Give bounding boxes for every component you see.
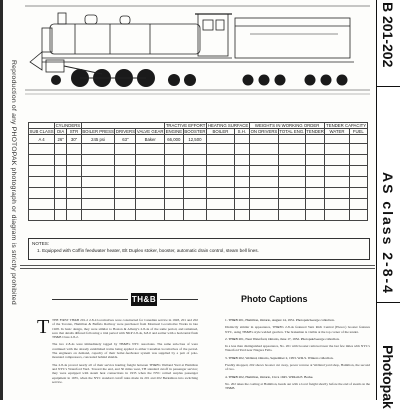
scan-edge — [0, 0, 3, 400]
table-cell: 30" — [67, 135, 81, 144]
table-row — [29, 155, 368, 166]
thb-logo: TH&B — [131, 295, 157, 304]
table-cell: A 4 — [29, 135, 55, 144]
notes-line-1: 1. Equipped with Coffin feedwater heater, Elt Duplex stoker, booster, automatic drain control, steam bell lines. — [37, 248, 259, 253]
table-cell — [278, 135, 305, 144]
table-row — [29, 144, 368, 155]
column-header: STR — [67, 129, 81, 135]
captions-column — [225, 318, 370, 394]
table-cell: 26" — [55, 135, 67, 144]
divider — [20, 265, 375, 266]
table-row — [29, 135, 368, 144]
group-header-cylinders: CYLINDERS — [55, 123, 81, 128]
table-row — [29, 210, 368, 221]
table-cell — [349, 135, 367, 144]
caption-heading: 1. TH&B 201, Hamilton, Ontario, August 14, 1951. Photopak/George collection. — [225, 318, 335, 322]
column-header: VALVE GEAR — [136, 129, 164, 134]
column-header: DRIVERS — [115, 129, 135, 134]
locomotive-class: AS class 2-8-4 — [380, 172, 396, 295]
table-cell: 66,000 — [165, 135, 184, 144]
divider — [20, 268, 375, 269]
photo-captions-title: Photo Captions — [241, 294, 308, 304]
table-cell — [325, 135, 349, 144]
column-header: DIA — [55, 129, 67, 135]
paragraph: THE FIRST TH&B 201-2 2-8-4 locomotives were constructed for Canadian service in 1928, 201 and 202 of the Toronto, Hamilton & Buffalo Railway were purchased from Montreal Locomotive Works in late 1928. In basic design, they were similar to Boston & Albany's 2-8-4s of the same period, and remained, save that details differed following a trial period with NKP 2-8-4s, 6-8-0 and earlier with a horizontal flash TH&B Class 2-8-2. — [52, 318, 198, 340]
specification-table — [28, 122, 368, 221]
notes-box — [28, 238, 370, 260]
group-header-tender-capacity: TENDER CAPACITY — [326, 123, 367, 128]
reproduction-notice: Reproduction of any PHOTOPAK photograph or diagram is strictly prohibited — [10, 60, 17, 305]
column-header: BOILER — [207, 129, 235, 135]
table-cell: 63" — [115, 135, 136, 144]
strip-divider — [376, 302, 400, 303]
paragraph: The two 2-8-4s were immediately tagged by TH&B's NYC associates. The same sub-class of were continued with the already established trains being applied to either Canadian locomotives of the period. The engineers on demand, capacity of their boiler-feedwater system was supplied by a pair of pole-mounted compressors, concealed behind shields. — [52, 342, 198, 360]
table-cell: Baker — [136, 135, 165, 144]
group-header-weights: WEIGHTS IN WORKING ORDER — [250, 123, 325, 129]
table-group-header-row — [29, 123, 368, 129]
column-header: TOTAL ENG. — [279, 129, 305, 134]
table-cell — [250, 135, 279, 144]
caption-text: Freshly shopped, 202 shows booster cut away, power reverse at Welland yard shop, Hamilton, the second of two. — [225, 363, 370, 372]
caption-heading: 3. TH&B 202, Welland, Ontario, September 2, 1953. W.R.S. Winters collection. — [225, 355, 334, 360]
sheet-code: B 201-202 — [380, 2, 396, 68]
table-cell — [207, 135, 235, 144]
table-cell: 245 psi — [81, 135, 115, 144]
photopak-brand: Photopak — [380, 345, 396, 409]
table-row — [29, 188, 368, 199]
divider — [160, 299, 198, 300]
group-header-heating-surface: HEATING SURFACE — [207, 123, 249, 128]
paragraph: The 2-8-4s proved nearly all of their service hauling freight between TH&B's Welland Yard at Hamilton and NYC's Waterford Yard. Toward the end, and 30 miles west, TH standard cutoff in passenger service; they were equipped with steam heat connections in 1935 when the NYC retired surplus passenger equipment in 1935, when the NYC standard cutoff rules made its 201 and 202 Berkshires into switching service. — [52, 362, 198, 384]
drop-cap: T — [37, 316, 50, 338]
group-header-tractive-effort: TRACTIVE EFFORT — [165, 123, 206, 128]
column-header: SUB CLASS — [29, 129, 54, 134]
divider — [52, 299, 128, 300]
caption-text: In a less than distinguished appearance, No. 201 with booster removed near the last few miles with NYC's Waterford Yard near Niagara Falls. — [225, 344, 370, 353]
notes-heading: NOTES: — [32, 241, 50, 246]
caption-text: No. 202 takes the coaling at Hamilton, heads out with a local freight shortly before the end of steam on the TH&B. — [225, 381, 370, 391]
history-text-column — [52, 318, 198, 387]
table-cell — [234, 135, 249, 144]
strip-divider — [376, 86, 400, 87]
caption-heading: 2. TH&B 201, Near Waterford, Ontario, June 17, 1952. Photopak/George collection. — [225, 336, 340, 341]
column-header: ON DRIVERS — [250, 129, 278, 134]
locomotive-diagram — [20, 0, 375, 96]
caption-text: Distinctly similar in appearance, TH&B's 2-8-4s featured Vern Rich Central (Elesco) booster features NYC, using TH&B's style welded gearbox. The brakeman is visible at the top corner of the tender. — [225, 325, 370, 334]
column-header: BOOSTER — [184, 129, 206, 134]
column-header: BOILER PRESS — [82, 129, 114, 134]
column-header: TENDER — [306, 129, 324, 134]
table-cell: 12,500 — [183, 135, 206, 144]
column-header: S.H. — [234, 129, 249, 135]
caption-heading: 4. TH&B 202, Hamilton, Ontario, Circa 1945. William E. Borke. — [225, 374, 314, 379]
column-header: WATER — [325, 129, 349, 135]
table-row — [29, 199, 368, 210]
table-row — [29, 177, 368, 188]
column-header: FUEL — [349, 129, 367, 135]
table-row — [29, 166, 368, 177]
table-cell — [305, 135, 324, 144]
column-header: ENGINE — [165, 129, 183, 134]
